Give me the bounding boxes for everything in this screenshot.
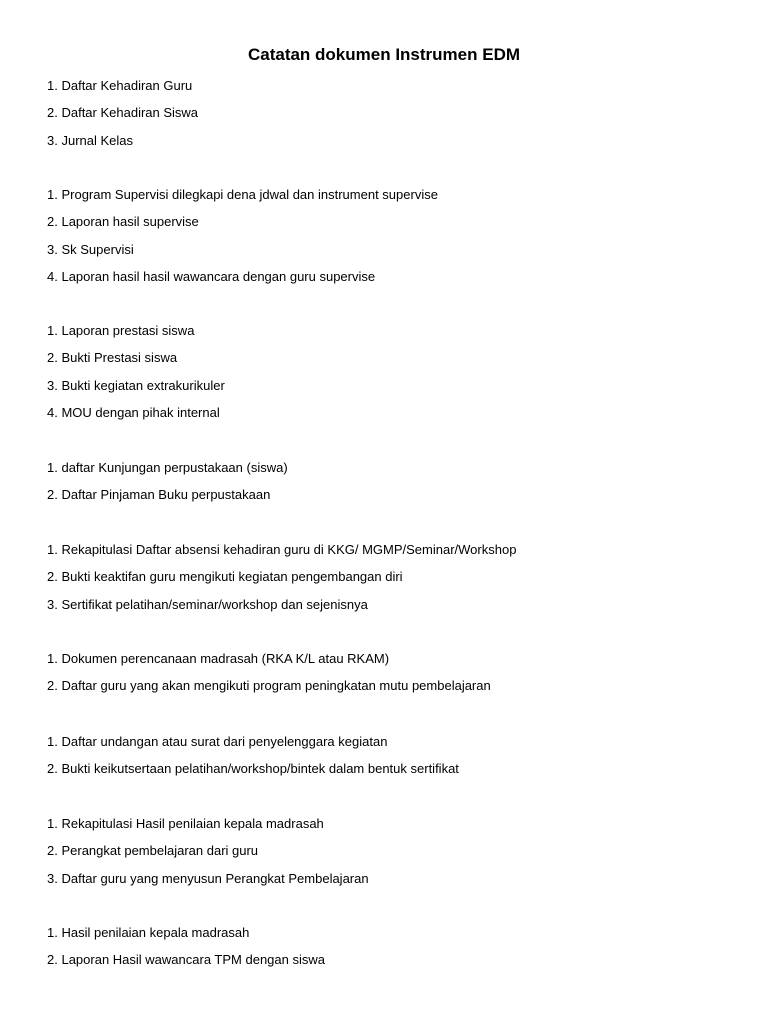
item-number: 2. — [47, 952, 58, 968]
item-number: 4. — [47, 404, 58, 420]
list-item — [47, 459, 288, 486]
item-number: 2. — [47, 569, 58, 585]
item-number: 2. — [47, 350, 58, 366]
item-number: 1. — [47, 187, 58, 202]
item-number: 1. — [47, 734, 58, 749]
item-number: 2. — [47, 678, 58, 694]
list-item — [47, 815, 369, 842]
item-number: 1. — [47, 925, 58, 940]
item-number: 2. — [47, 214, 58, 230]
item-text: Rekapitulasi Daftar absensi kehadiran guru di KKG/ MGMP/Seminar/Workshop — [61, 542, 517, 557]
item-number: 1. — [47, 323, 58, 338]
item-number: 1. — [47, 78, 58, 93]
item-text: Laporan Hasil wawancara TPM dengan siswa — [61, 952, 325, 968]
item-number: 1. — [47, 460, 58, 475]
document-title: Catatan dokumen Instrumen EDM — [247, 45, 521, 64]
item-text: Rekapitulasi Hasil penilaian kepala madrasah — [61, 816, 324, 831]
item-number: 2. — [47, 761, 58, 777]
item-number: 2. — [47, 487, 58, 503]
list-item — [47, 733, 459, 760]
item-text: Bukti kegiatan extrakurikuler — [61, 377, 225, 393]
item-number: 2. — [47, 843, 58, 859]
item-number: 1. — [47, 542, 58, 557]
item-text: Perangkat pembelajaran dari guru — [61, 843, 259, 859]
list-item — [47, 870, 369, 897]
item-text: daftar Kunjungan perpustakaan (siswa) — [61, 460, 288, 475]
list-item — [47, 322, 225, 349]
list-section-4 — [47, 459, 288, 514]
item-text: MOU dengan pihak internal — [61, 404, 220, 420]
item-text: Jurnal Kelas — [61, 132, 134, 148]
list-section-8 — [47, 815, 369, 897]
item-text: Daftar Kehadiran Siswa — [61, 105, 199, 121]
list-section-7 — [47, 733, 459, 788]
list-item — [47, 77, 198, 104]
list-item — [47, 677, 491, 704]
list-item — [47, 541, 516, 568]
item-text: Laporan hasil hasil wawancara dengan guru supervise — [61, 268, 376, 284]
list-item — [47, 349, 225, 376]
list-section-2 — [47, 186, 438, 295]
list-item — [47, 104, 198, 131]
list-item — [47, 650, 491, 677]
item-number: 1. — [47, 816, 58, 831]
list-item — [47, 241, 438, 268]
item-number: 3. — [47, 377, 58, 393]
item-text: Dokumen perencanaan madrasah (RKA K/L atau RKAM) — [61, 651, 390, 666]
list-item — [47, 186, 438, 213]
item-number: 1. — [47, 651, 58, 666]
item-text: Daftar guru yang akan mengikuti program peningkatan mutu pembelajaran — [61, 678, 491, 694]
list-section-6 — [47, 650, 491, 705]
item-number: 3. — [47, 596, 58, 612]
item-text: Bukti keikutsertaan pelatihan/workshop/bintek dalam bentuk sertifikat — [61, 761, 459, 777]
item-text: Daftar undangan atau surat dari penyelenggara kegiatan — [61, 734, 388, 749]
item-number: 3. — [47, 870, 58, 886]
list-item — [47, 404, 225, 431]
list-section-3 — [47, 322, 225, 431]
item-text: Sertifikat pelatihan/seminar/workshop dan sejenisnya — [61, 596, 368, 612]
item-text: Bukti keaktifan guru mengikuti kegiatan pengembangan diri — [61, 569, 403, 585]
list-item — [47, 842, 369, 869]
item-text: Daftar Pinjaman Buku perpustakaan — [61, 487, 271, 503]
list-item — [47, 377, 225, 404]
item-text: Hasil penilaian kepala madrasah — [61, 925, 250, 940]
list-item — [47, 924, 325, 951]
item-text: Daftar Kehadiran Guru — [61, 78, 193, 93]
list-section-9 — [47, 924, 325, 979]
item-text: Program Supervisi dilegkapi dena jdwal dan instrument supervise — [61, 187, 438, 202]
list-item — [47, 268, 438, 295]
item-text: Laporan hasil supervise — [61, 214, 199, 230]
list-item — [47, 132, 198, 159]
list-item — [47, 213, 438, 240]
item-number: 3. — [47, 132, 58, 148]
list-item — [47, 760, 459, 787]
item-text: Sk Supervisi — [61, 241, 134, 257]
item-number: 4. — [47, 268, 58, 284]
item-text: Daftar guru yang menyusun Perangkat Pembelajaran — [61, 870, 369, 886]
item-text: Bukti Prestasi siswa — [61, 350, 178, 366]
item-text: Laporan prestasi siswa — [61, 323, 195, 338]
list-item — [47, 568, 516, 595]
item-number: 2. — [47, 105, 58, 121]
item-number: 3. — [47, 241, 58, 257]
list-section-1 — [47, 77, 198, 159]
list-item — [47, 596, 516, 623]
list-item — [47, 951, 325, 978]
list-section-5 — [47, 541, 516, 623]
list-item — [47, 486, 288, 513]
